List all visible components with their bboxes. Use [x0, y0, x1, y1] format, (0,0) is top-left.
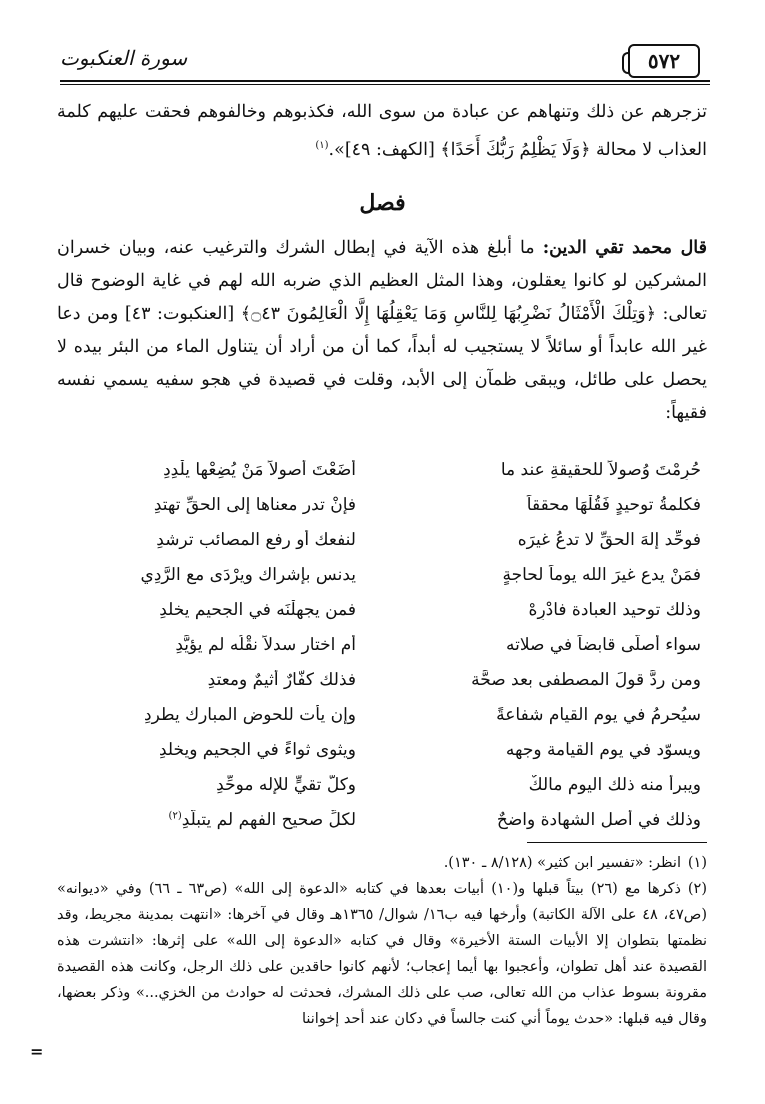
verse-line — [57, 627, 707, 662]
verse-line — [57, 557, 707, 592]
footnote-1 — [57, 850, 707, 876]
footnote-rule — [527, 842, 707, 843]
footnote-text: انظر: «تفسير ابن كثير» (٨/١٢٨ ـ ١٣٠). — [443, 855, 681, 871]
verse-line — [57, 732, 707, 767]
verse-line — [57, 802, 707, 837]
verse-second-hemistich: وكلُّ تقيٍّ للإله موحِّدِ — [216, 774, 356, 795]
paragraph-1 — [57, 96, 707, 167]
poem — [57, 452, 707, 837]
continuation-mark: = — [30, 1042, 44, 1061]
verse-second-hemistich: يدنس بإشراك ويرْدَى مع الرَّدِي — [140, 564, 356, 585]
verse-first-hemistich: فمَنْ يدع غيرَ الله يوماً لحاجةٍ — [502, 564, 701, 585]
verse-line — [57, 662, 707, 697]
verse-line — [57, 452, 707, 487]
verse-first-hemistich: ومن ردَّ قولَ المصطفى بعد صحَّة — [471, 669, 701, 690]
verse-first-hemistich: فكلمةُ توحيدٍ فَقُلْهَا محققاً — [526, 494, 701, 515]
verse-text: لكلِّ صحيح الفهم لم يتبلَّدِ — [181, 809, 356, 830]
author-lead: قال محمد تقي الدين: — [542, 238, 707, 258]
verse-second-hemistich — [57, 810, 382, 830]
paragraph-2 — [57, 232, 707, 430]
footnote-ref-2: (٢) — [168, 809, 182, 821]
verse-first-hemistich: ويسوّد في يوم القيامة وجهه — [505, 739, 701, 760]
verse-line — [57, 697, 707, 732]
verse-first-hemistich: سواء أصلّى قابضاً في صلاته — [506, 634, 701, 655]
verse-second-hemistich: ويثوى ثواءً في الجحيم ويخلدِ — [158, 739, 356, 760]
footnote-number: (١) — [687, 855, 707, 871]
verse-second-hemistich: أضَعْتَ أُصولاً مَنْ يُضِعْها يلْدِدِ — [163, 459, 356, 480]
verse-first-hemistich: ويبرأ منه ذلك اليوم مالكٌ — [528, 774, 701, 795]
footnote-text: ذكرها مع (٢٦) بيتاً قبلها و(١٠) أبيات بعدها في كتابه «الدعوة إلى الله» (ص٦٣ ـ ٦٦) وفي «ديوانه» (ص٤٧، ٤٨ على الآلة الكاتبة) وأرخها فيه ب١٦/ شوال/ ١٣٦٥هـ وقال في آخرها: «انتهت بمدينة مجريط، وقد نظمتها بتطوان إلا الأبيات الستة الأخيرة» وقال في كتابه «الدعوة إلى الله» على إثرها: «انتشرت هذه القصيدة عند أهل تطوان، وأعجبوا بها أيما إعجاب؛ لأنهم كانوا حاقدين على ذلك الرجل، وكانت هذه القصيدة مقرونة بسوط عذاب من الله تعالى، صب على ذلك المشرك، فحدثت له حوادث من الخزي...» وذكر بعضها، وقال فيه قبلها: «حدث يوماً أني كنت جالساً في دكان عند أحد إخواننا — [57, 881, 707, 1027]
paragraph-1-text: تزجرهم عن ذلك وتنهاهم عن عبادة من سوى الله، فكذبوهم وخالفوهم فحقت عليهم كلمة العذاب لا محالة ﴿وَلَا يَظْلِمُ رَبُّكَ أَحَدًا﴾ [الكهف: ٤٩]». — [57, 102, 707, 160]
section-heading: فصل — [359, 190, 406, 216]
footnotes — [57, 850, 707, 1032]
verse-second-hemistich: لنفعك أو رفع المصائب ترشدِ — [156, 529, 356, 550]
verse-first-hemistich: وذلك في أصل الشهادة واضحٌ — [496, 809, 701, 830]
footnote-number: (٢) — [687, 881, 707, 897]
page-number: ٥٧٢ — [628, 44, 700, 78]
verse-second-hemistich: فمن يجهلْنَه في الجحيم يخلدِ — [159, 599, 356, 620]
verse-line — [57, 767, 707, 802]
verse-second-hemistich: فإنْ تدر معناها إلى الحقِّ تهتدِ — [153, 494, 356, 515]
verse-line — [57, 487, 707, 522]
verse-line — [57, 522, 707, 557]
header-rule-thin — [60, 84, 710, 85]
surah-title: سورة العنكبوت — [60, 46, 188, 70]
page-header — [60, 40, 710, 84]
footnote-2 — [57, 876, 707, 1032]
paragraph-2-text: ما أبلغ هذه الآية في إبطال الشرك والترغيب عنه، وبيان خسران المشركين لو كانوا يعقلون، وهذا المثل العظيم الذي ضربه الله لهم في غاية الوضوح قال تعالى: ﴿وَتِلْكَ الْأَمْثَالُ نَضْرِبُهَا لِلنَّاسِ وَمَا يَعْقِلُهَا إِلَّا الْعَالِمُونَ ۝٤٣﴾ [العنكبوت: ٤٣] ومن دعا غير الله عابداً أو سائلاً لا يستجيب له أبداً، كما أن من أراد أن يتناول الماء من البئر بيده لا يحصل على طائل، ويبقى ظمآن إلى الأبد، وقلت في قصيدة في هجو سفيه يسمي نفسه فقيهاً: — [57, 238, 707, 423]
header-rule — [60, 80, 710, 82]
verse-first-hemistich: فوحِّد إلهَ الحقِّ لا تدعُ غيرَه — [517, 529, 701, 550]
verse-first-hemistich: حُرِمْتَ وُصولاً للحقيقةِ عند ما — [500, 459, 701, 480]
verse-line — [57, 592, 707, 627]
verse-second-hemistich: وإن يأت للحوض المبارك يطردِ — [144, 704, 356, 725]
verse-second-hemistich: أم اختار سدلاً نقْلُه لم يؤيَّدِ — [175, 634, 356, 655]
verse-first-hemistich: وذلك توحيد العبادة فادْرِهْ — [528, 599, 701, 620]
verse-second-hemistich: فذلك كفَّارٌ أثيمٌ ومعتدِ — [207, 669, 356, 690]
footnote-ref-1: (١) — [315, 140, 329, 151]
verse-first-hemistich: سيُحرمُ في يوم القيام شفاعةً — [496, 704, 701, 725]
